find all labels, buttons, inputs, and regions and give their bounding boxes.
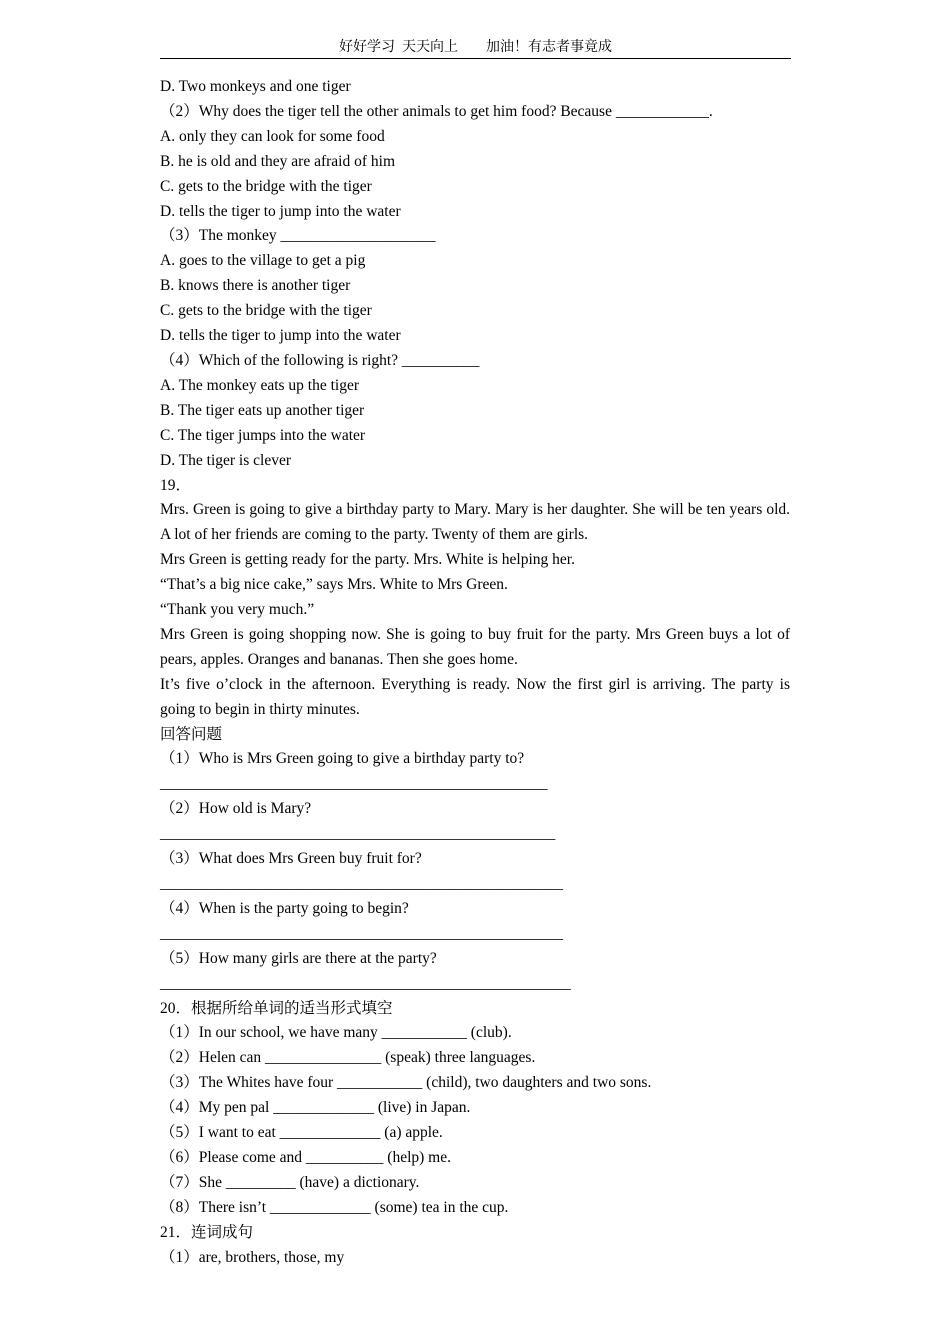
text-line: 19． — [160, 476, 192, 494]
text-line: “That’s a big nice cake,” says Mrs. White to Mrs Green. — [160, 576, 508, 594]
text-line: D. tells the tiger to jump into the water — [160, 202, 401, 220]
text-line: （3）The monkey ____________________ — [160, 227, 436, 245]
text-line: （4）Which of the following is right? __________ — [160, 351, 480, 369]
text-line: C. gets to the bridge with the tiger — [160, 302, 372, 320]
text-line: （4）My pen pal _____________ (live) in Japan. — [160, 1099, 471, 1117]
text-line: （7）She _________ (have) a dictionary. — [160, 1173, 420, 1191]
text-line: ____________________________________________________ — [160, 875, 563, 892]
text-line: （3）The Whites have four ___________ (child), two daughters and two sons. — [160, 1074, 652, 1092]
text-line: 21．连词成句 — [160, 1223, 254, 1241]
text-line: （8）There isn’t _____________ (some) tea in the cup. — [160, 1198, 509, 1216]
text-line: B. he is old and they are afraid of him — [160, 152, 396, 170]
text-line: B. knows there is another tiger — [160, 277, 351, 295]
text-line: __________________________________________________ — [160, 775, 548, 793]
text-line: C. gets to the bridge with the tiger — [160, 177, 372, 195]
text-line: （5）I want to eat _____________ (a) apple. — [160, 1124, 443, 1142]
text-line: Mrs Green is getting ready for the party. Mrs. White is helping her. — [160, 551, 575, 569]
text-line: （4）When is the party going to begin? — [160, 899, 409, 917]
text-line: B. The tiger eats up another tiger — [160, 401, 365, 419]
text-line: D. The tiger is clever — [160, 451, 291, 469]
text-line: “Thank you very much.” — [160, 601, 315, 619]
text-line: ____________________________________________________ — [160, 924, 563, 942]
text-line: （3）What does Mrs Green buy fruit for? — [160, 850, 422, 868]
document-body — [160, 75, 790, 1271]
text-line: （1）In our school, we have many ___________ (club). — [160, 1024, 512, 1042]
text-line: （2）Helen can _______________ (speak) three languages. — [160, 1049, 536, 1067]
text-line: C. The tiger jumps into the water — [160, 426, 366, 444]
paragraph: It’s five o’clock in the afternoon. Everything is ready. Now the first girl is arriving. The party is going to begin in thirty minutes. — [160, 675, 790, 718]
text-line: （1）Who is Mrs Green going to give a birthday party to? — [160, 750, 525, 768]
text-line: （5）How many girls are there at the party? — [160, 949, 437, 967]
text-line: A. goes to the village to get a pig — [160, 252, 366, 270]
text-line: D. Two monkeys and one tiger — [160, 78, 351, 95]
text-line: A. The monkey eats up the tiger — [160, 376, 360, 394]
text-line: （2）How old is Mary? — [160, 800, 312, 818]
page-header: 好好学习 天天向上 加油！有志者事竟成 — [160, 38, 791, 59]
text-line: D. tells the tiger to jump into the water — [160, 327, 401, 345]
text-line: A. only they can look for some food — [160, 127, 385, 145]
text-line: 20．根据所给单词的适当形式填空 — [160, 999, 393, 1017]
text-line: （2）Why does the tiger tell the other animals to get him food? Because ____________. — [160, 102, 713, 120]
text-line: （6）Please come and __________ (help) me. — [160, 1148, 451, 1166]
paragraph: Mrs Green is going shopping now. She is going to buy fruit for the party. Mrs Green buys a lot of pears, apples. Oranges and bananas. Then she goes home. — [160, 625, 790, 668]
text-line: ___________________________________________________ — [160, 825, 556, 843]
text-line: 回答问题 — [160, 725, 223, 743]
text-line: _____________________________________________________ — [160, 974, 571, 992]
text-line: （1）are, brothers, those, my — [160, 1248, 345, 1266]
paragraph: Mrs. Green is going to give a birthday party to Mary. Mary is her daughter. She will be ten years old. A lot of her friends are coming to the party. Twenty of them are girls. — [160, 501, 790, 544]
